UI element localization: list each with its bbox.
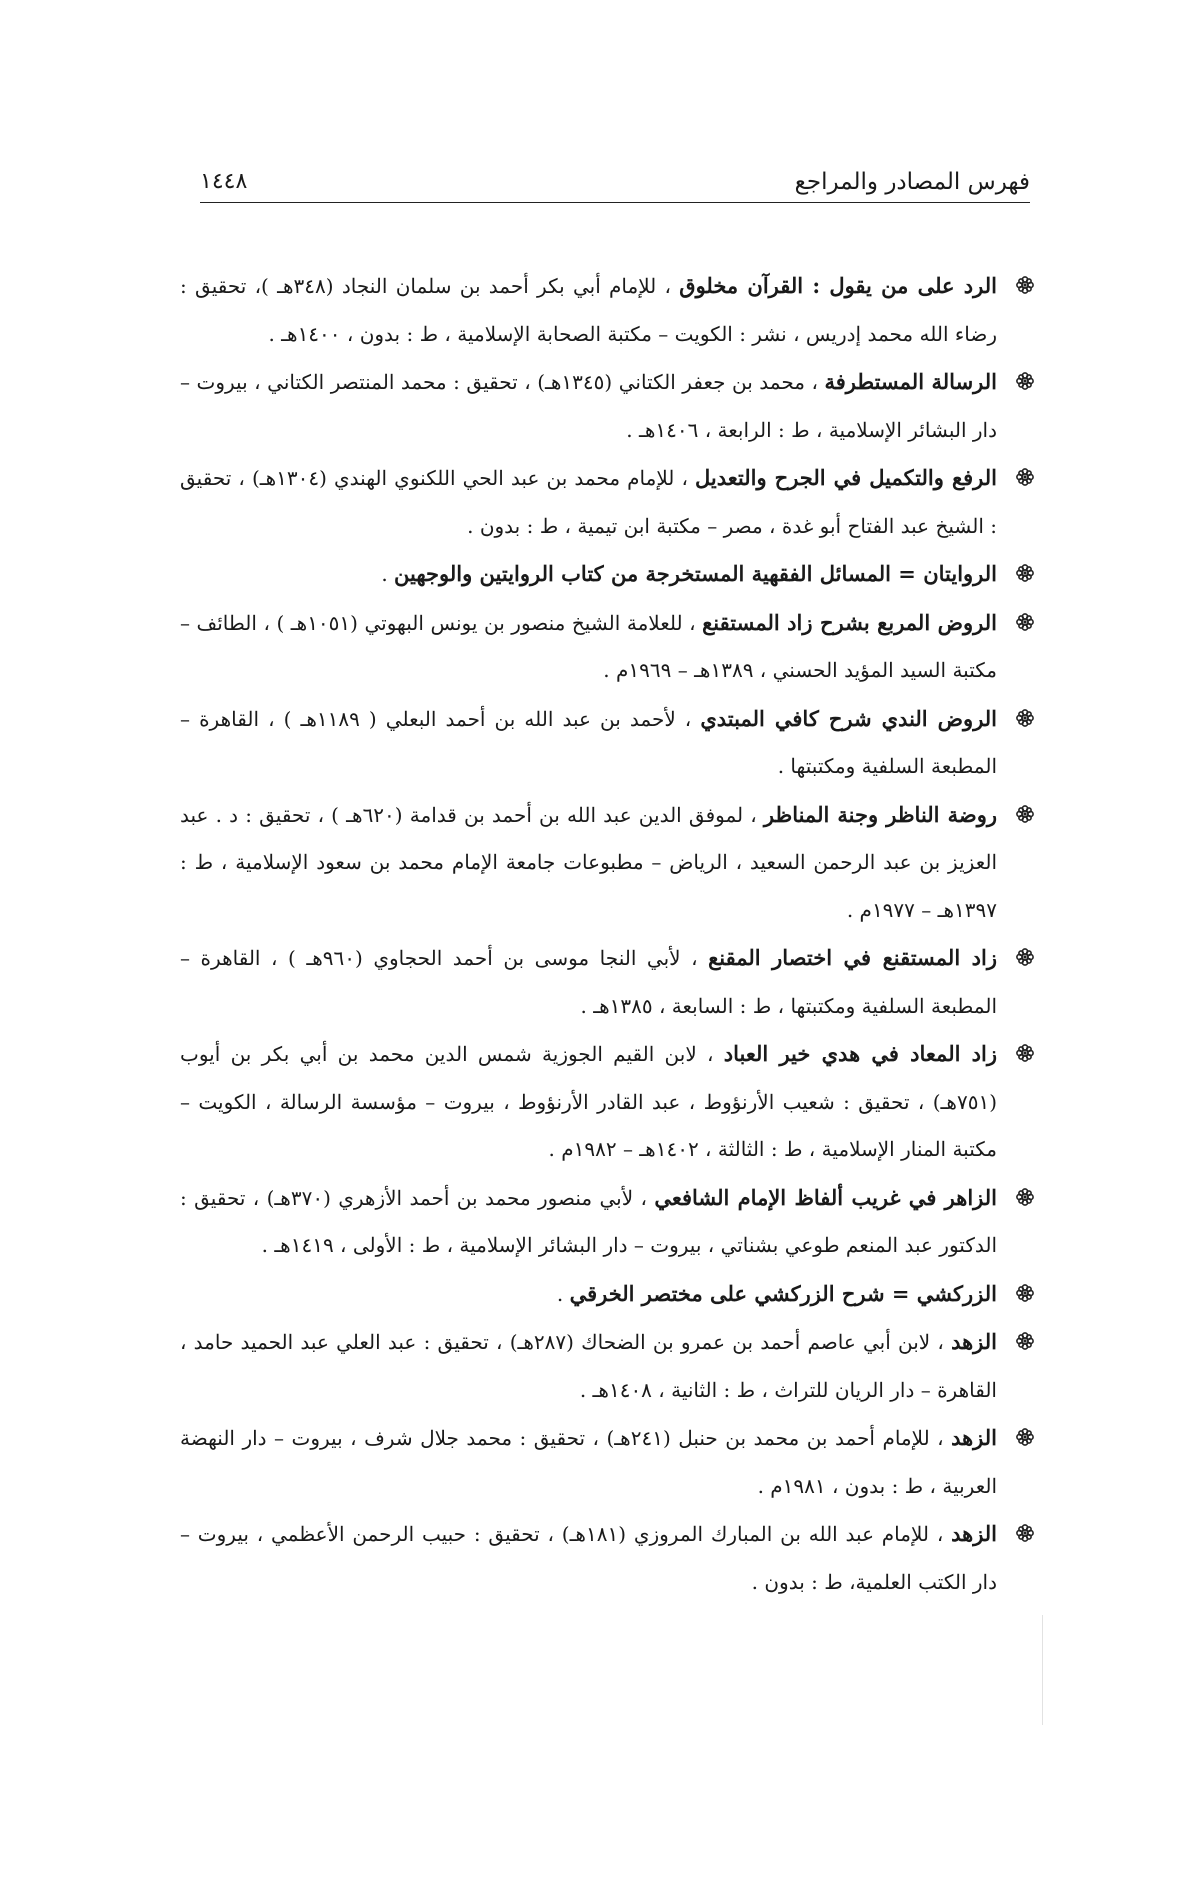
- entry-details: ، للإمام أبي بكر أحمد بن سلمان النجاد (٣٤٨هـ )، تحقيق : رضاء الله محمد إدريس ، نشر : الكويت – مكتبة الصحابة الإسلامية ، ط : بدون ، ١٤٠٠هـ .: [180, 274, 997, 346]
- entry-title: الرسالة المستطرفة: [824, 369, 997, 394]
- bibliography-entry: [180, 1318, 1035, 1414]
- entry-title: روضة الناظر وجنة المناظر: [763, 801, 997, 827]
- flower-bullet-icon: [1015, 1043, 1035, 1063]
- running-title: فهرس المصادر والمراجع: [794, 169, 1030, 195]
- bibliography-list: [180, 262, 1035, 1606]
- flower-bullet-icon: [1015, 1283, 1035, 1303]
- entry-title: زاد المستقنع في اختصار المقنع: [708, 945, 997, 970]
- entry-title: الرفع والتكميل في الجرح والتعديل: [695, 465, 997, 490]
- bibliography-entry: [180, 1510, 1035, 1606]
- entry-title: الزركشي = شرح الزركشي على مختصر الخرقي: [569, 1280, 997, 1306]
- entry-details: .: [381, 562, 395, 586]
- entry-details: ، لأبي منصور محمد بن أحمد الأزهري (٣٧٠هـ) ، تحقيق : الدكتور عبد المنعم طوعي بشناتي ، بيروت – دار البشائر الإسلامية ، ط : الأولى ، ١٤١٩هـ .: [180, 1185, 997, 1257]
- entry-title: الزهد: [951, 1521, 998, 1546]
- entry-title: زاد المعاد في هدي خير العباد: [723, 1041, 997, 1066]
- flower-bullet-icon: [1015, 467, 1035, 487]
- entry-title: الزاهر في غريب ألفاظ الإمام الشافعي: [654, 1184, 997, 1210]
- page-header: [200, 166, 1030, 203]
- bibliography-entry: [180, 599, 1035, 695]
- entry-details: ، للإمام عبد الله بن المبارك المروزي (١٨١هـ) ، تحقيق : حبيب الرحمن الأعظمي ، بيروت – دار الكتب العلمية، ط : بدون .: [180, 1522, 997, 1594]
- bibliography-entry: [180, 934, 1035, 1030]
- flower-bullet-icon: [1015, 947, 1035, 967]
- entry-details: ، لابن أبي عاصم أحمد بن عمرو بن الضحاك (٢٨٧هـ) ، تحقيق : عبد العلي عبد الحميد حامد ، القاهرة – دار الريان للتراث ، ط : الثانية ، ١٤٠٨هـ .: [180, 1330, 997, 1402]
- entry-details: ، لموفق الدين عبد الله بن أحمد بن قدامة (٦٢٠هـ ) ، تحقيق : د . عبد العزيز بن عبد الرحمن السعيد ، الرياض – مطبوعات جامعة الإمام محمد بن سعود الإسلامية ، ط : ١٣٩٧هـ – ١٩٧٧م .: [180, 802, 997, 922]
- entry-title: الروض الندي شرح كافي المبتدي: [700, 705, 998, 731]
- entry-details: ، محمد بن جعفر الكتاني (١٣٤٥هـ) ، تحقيق : محمد المنتصر الكتاني ، بيروت – دار البشائر الإسلامية ، ط : الرابعة ، ١٤٠٦هـ .: [180, 370, 997, 442]
- entry-details: .: [556, 1281, 570, 1306]
- flower-bullet-icon: [1015, 1331, 1035, 1351]
- bibliography-entry: [180, 358, 1035, 454]
- flower-bullet-icon: [1015, 1427, 1035, 1447]
- entry-title: الروايتان = المسائل الفقهية المستخرجة من كتاب الروايتين والوجهين: [394, 561, 997, 586]
- bibliography-entry: [180, 454, 1035, 550]
- entry-details: ، للإمام أحمد بن محمد بن حنبل (٢٤١هـ) ، تحقيق : محمد جلال شرف ، بيروت – دار النهضة العربية ، ط : بدون ، ١٩٨١م .: [180, 1426, 997, 1498]
- entry-details: ، للعلامة الشيخ منصور بن يونس البهوتي (١٠٥١هـ ) ، الطائف – مكتبة السيد المؤيد الحسني ، ١٣٨٩هـ – ١٩٦٩م .: [180, 610, 997, 682]
- flower-bullet-icon: [1015, 275, 1035, 295]
- page-number: ١٤٤٨: [200, 169, 248, 194]
- bibliography-entry: [180, 1414, 1035, 1510]
- entry-title: الزهد: [951, 1329, 997, 1354]
- bibliography-entry: [180, 1270, 1035, 1319]
- entry-title: الزهد: [951, 1425, 997, 1450]
- entry-details: ، لأحمد بن عبد الله بن أحمد البعلي ( ١١٨٩هـ ) ، القاهرة – المطبعة السلفية ومكتبتها .: [180, 706, 997, 778]
- entry-details: ، لابن القيم الجوزية شمس الدين محمد بن أبي بكر بن أيوب (٧٥١هـ) ، تحقيق : شعيب الأرنؤوط ، عبد القادر الأرنؤوط ، بيروت – مؤسسة الرسالة ، الكويت – مكتبة المنار الإسلامية ، ط : الثالثة ، ١٤٠٢هـ – ١٩٨٢م .: [180, 1042, 997, 1161]
- flower-bullet-icon: [1015, 804, 1035, 824]
- flower-bullet-icon: [1015, 371, 1035, 391]
- flower-bullet-icon: [1015, 1523, 1035, 1543]
- bibliography-entry: [180, 550, 1035, 599]
- flower-bullet-icon: [1015, 563, 1035, 583]
- bibliography-entry: [180, 695, 1035, 791]
- bibliography-entry: [180, 262, 1035, 358]
- bibliography-entry: [180, 1174, 1035, 1270]
- entry-title: الرد على من يقول : القرآن مخلوق: [679, 273, 997, 298]
- flower-bullet-icon: [1015, 1187, 1035, 1207]
- scan-artifact-line: [1042, 1615, 1043, 1725]
- entry-details: ، للإمام محمد بن عبد الحي اللكنوي الهندي (١٣٠٤هـ) ، تحقيق : الشيخ عبد الفتاح أبو غدة ، مصر – مكتبة ابن تيمية ، ط : بدون .: [180, 466, 997, 538]
- bibliography-entry: [180, 1030, 1035, 1174]
- entry-details: ، لأبي النجا موسى بن أحمد الحجاوي (٩٦٠هـ ) ، القاهرة – المطبعة السلفية ومكتبتها ، ط : السابعة ، ١٣٨٥هـ .: [180, 946, 997, 1018]
- flower-bullet-icon: [1015, 612, 1035, 632]
- bibliography-entry: [180, 791, 1035, 935]
- entry-title: الروض المربع بشرح زاد المستقنع: [702, 609, 997, 635]
- flower-bullet-icon: [1015, 708, 1035, 728]
